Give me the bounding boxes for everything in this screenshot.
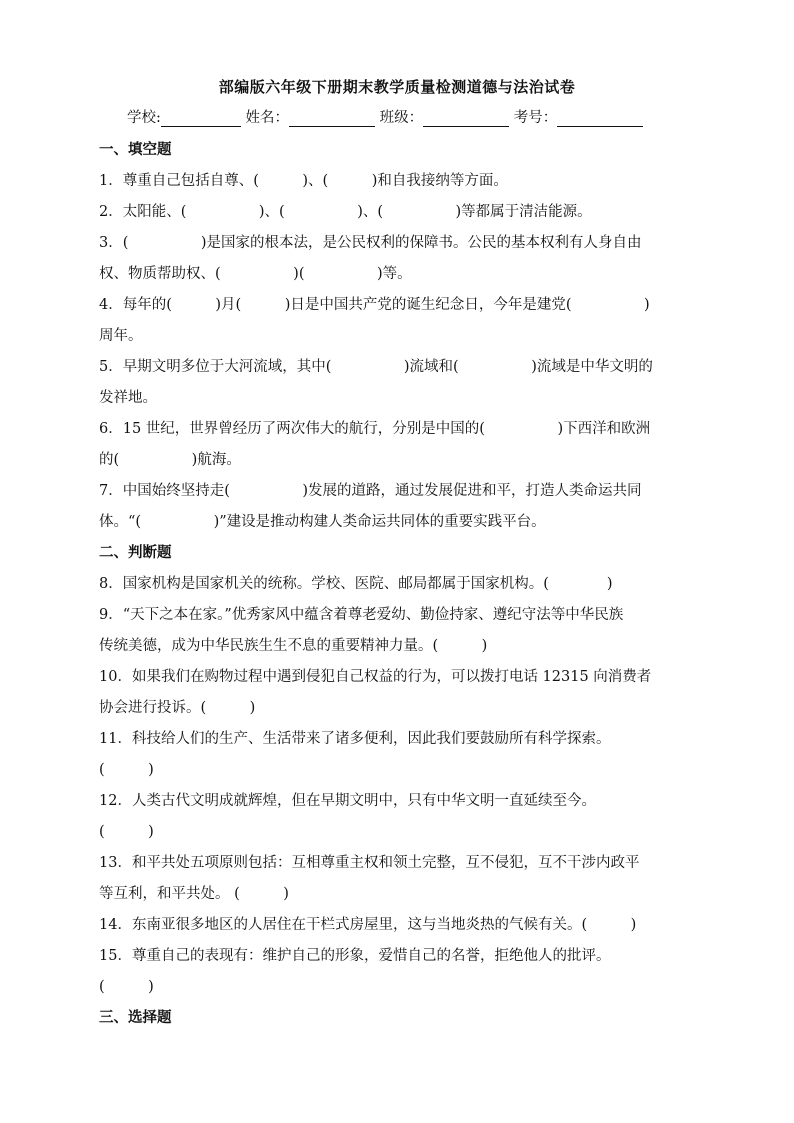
page-title: 部编版六年级下册期末教学质量检测道德与法治试卷 xyxy=(218,78,576,96)
question-line: 权、物质帮助权、( )( )等。 xyxy=(99,266,412,282)
question-line: ( ) xyxy=(99,824,154,840)
question-line: 传统美德，成为中华民族生生不息的重要精神力量。( ) xyxy=(99,638,488,654)
question-line: 12．人类古代文明成就辉煌，但在早期文明中，只有中华文明一直延续至今。 xyxy=(99,793,596,809)
question-line: 10．如果我们在购物过程中遇到侵犯自己权益的行为，可以拨打电话 12315 向消费者 xyxy=(99,669,652,685)
question-line: 9．“天下之本在家。”优秀家风中蕴含着尊老爱幼、勤俭持家、遵纪守法等中华民族 xyxy=(99,607,624,623)
question-line: 1．尊重自己包括自尊、( )、( )和自我接纳等方面。 xyxy=(99,173,508,189)
question-line: 协会进行投诉。( ) xyxy=(99,700,256,716)
section-heading: 一、填空题 xyxy=(99,141,172,158)
question-line: 等互利，和平共处。 ( ) xyxy=(99,886,289,902)
question-line: 6．15 世纪，世界曾经历了两次伟大的航行，分别是中国的( )下西洋和欧洲 xyxy=(99,421,651,437)
question-line: 3．( )是国家的根本法，是公民权利的保障书。公民的基本权利有人身自由 xyxy=(99,235,642,251)
question-line: 13．和平共处五项原则包括：互相尊重主权和领土完整，互不侵犯，互不干涉内政平 xyxy=(99,855,640,871)
question-line: 8．国家机构是国家机关的统称。学校、医院、邮局都属于国家机构。( ) xyxy=(99,576,613,592)
class-label: 班级： xyxy=(379,110,424,126)
question-line: ( ) xyxy=(99,762,154,778)
school-blank[interactable] xyxy=(161,110,241,127)
school-label: 学校: xyxy=(127,110,161,126)
question-line: 15．尊重自己的表现有：维护自己的形象，爱惜自己的名誉，拒绝他人的批评。 xyxy=(99,948,611,964)
question-line: ( ) xyxy=(99,979,154,995)
class-blank[interactable] xyxy=(423,110,509,127)
question-line: 2．太阳能、( )、( )、( )等都属于清洁能源。 xyxy=(99,204,592,220)
question-line: 4．每年的( )月( )日是中国共产党的诞生纪念日，今年是建党( ) xyxy=(99,297,650,313)
question-line: 5．早期文明多位于大河流域，其中( )流域和( )流域是中华文明的 xyxy=(99,359,653,375)
question-line: 体。“( )”建设是推动构建人类命运共同体的重要实践平台。 xyxy=(99,514,546,530)
name-label: 姓名： xyxy=(245,110,289,126)
name-blank[interactable] xyxy=(289,110,375,127)
question-line: 发祥地。 xyxy=(99,390,157,406)
section-heading: 二、判断题 xyxy=(99,544,172,561)
question-line: 的( )航海。 xyxy=(99,452,241,468)
student-info-row xyxy=(127,106,643,127)
question-line: 14．东南亚很多地区的人居住在干栏式房屋里，这与当地炎热的气候有关。( ) xyxy=(99,917,637,933)
question-line: 11．科技给人们的生产、生活带来了诸多便利，因此我们要鼓励所有科学探索。 xyxy=(99,731,611,747)
exam-no-blank[interactable] xyxy=(557,110,643,127)
exam-no-label: 考号： xyxy=(513,110,558,126)
question-line: 周年。 xyxy=(99,328,143,344)
question-line: 7．中国始终坚持走( )发展的道路，通过发展促进和平，打造人类命运共同 xyxy=(99,483,642,499)
section-heading: 三、选择题 xyxy=(99,1009,172,1026)
